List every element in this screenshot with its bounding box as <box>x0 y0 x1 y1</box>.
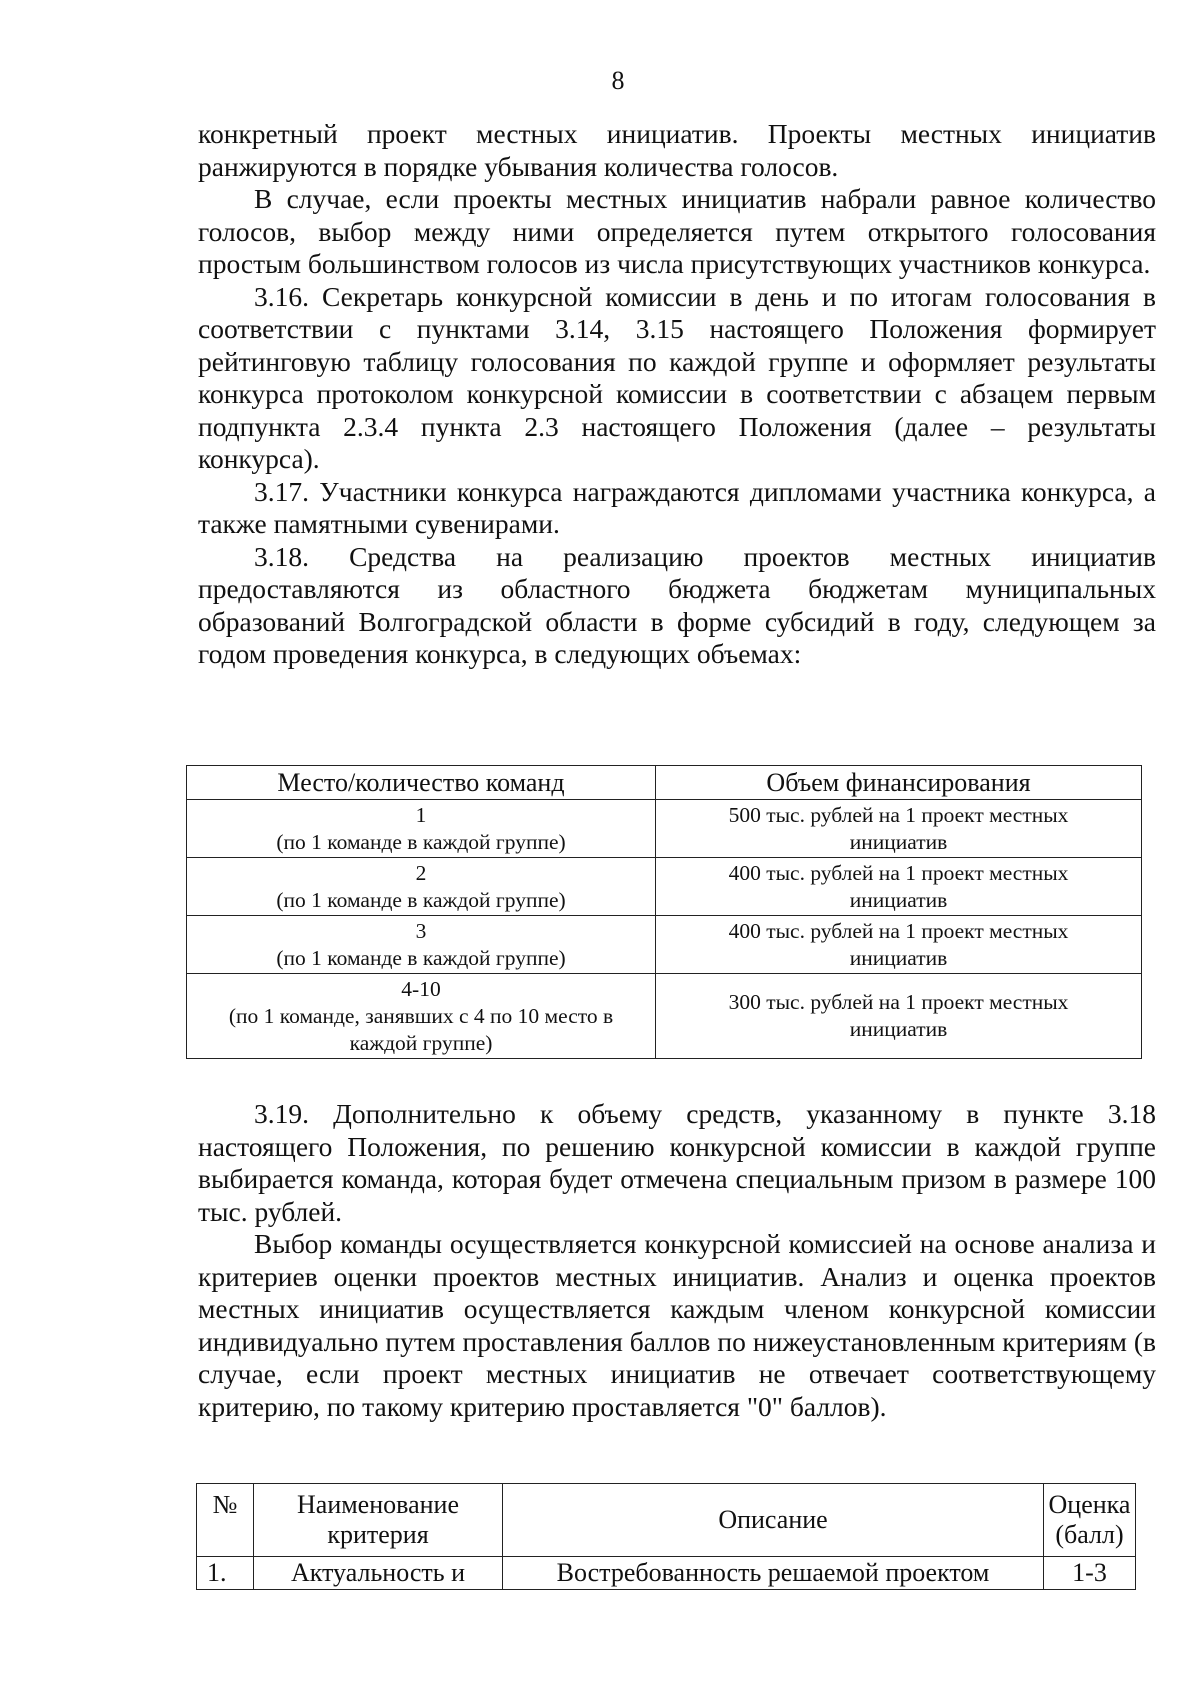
funding-table <box>186 765 1142 1059</box>
column-header-number: № <box>197 1484 254 1557</box>
place-cell <box>187 916 656 974</box>
column-header: Объем финансирования <box>656 766 1142 800</box>
amount-cell: 300 тыс. рублей на 1 проект местных инициатив <box>656 974 1142 1059</box>
paragraph-3-18: 3.18. Средства на реализацию проектов местных инициатив предоставляются из областного бюджета бюджетам муниципальных образований Волгоградской области в форме субсидий в году, следующем за годом проведения конкурса, в следующих объемах: <box>198 540 1156 669</box>
place-number: 4-10 <box>401 976 441 1001</box>
table-row <box>197 1557 1136 1590</box>
paragraph-3-16: 3.16. Секретарь конкурсной комиссии в день и по итогам голосования в соответствии с пунктами 3.14, 3.15 настоящего Положения формирует рейтинговую таблицу голосования по каждой группе и оформляет результаты конкурса протоколом конкурсной комиссии в соответствии с абзацем первым подпункта 2.3.4 пункта 2.3 настоящего Положения (далее – результаты конкурса). <box>198 280 1156 474</box>
place-cell <box>187 974 656 1059</box>
column-header: Наименование критерия <box>254 1484 503 1557</box>
table-header-row <box>197 1484 1136 1557</box>
body-text-top <box>198 118 1156 671</box>
criterion-name: Актуальность и <box>254 1557 503 1590</box>
amount-cell: 400 тыс. рублей на 1 проект местных инициатив <box>656 858 1142 916</box>
paragraph-3-19: 3.19. Дополнительно к объему средств, указанному в пункте 3.18 настоящего Положения, по решению конкурсной комиссии в каждой группе выбирается команда, которая будет отмечена специальным призом в размере 100 тыс. рублей. <box>198 1098 1156 1227</box>
place-number: 3 <box>415 918 427 943</box>
body-text-bottom <box>198 1098 1156 1423</box>
teams-note: (по 1 команде в каждой группе) <box>276 887 566 912</box>
criterion-description: Востребованность решаемой проектом <box>503 1557 1044 1590</box>
table-header-row <box>187 766 1142 800</box>
paragraph: конкретный проект местных инициатив. Проекты местных инициатив ранжируются в порядке убывания количества голосов. <box>198 118 1156 182</box>
amount-cell: 500 тыс. рублей на 1 проект местных инициатив <box>656 800 1142 858</box>
paragraph-3-17: 3.17. Участники конкурса награждаются дипломами участника конкурса, а также памятными сувенирами. <box>198 475 1156 539</box>
criteria-table <box>196 1483 1136 1590</box>
column-header: Место/количество команд <box>187 766 656 800</box>
teams-note: (по 1 команде в каждой группе) <box>276 945 566 970</box>
page-number: 8 <box>611 66 625 95</box>
place-number: 2 <box>415 860 427 885</box>
teams-note: (по 1 команде в каждой группе) <box>276 829 566 854</box>
table-row <box>187 974 1142 1059</box>
criterion-score: 1-3 <box>1044 1557 1136 1590</box>
paragraph: В случае, если проекты местных инициатив набрали равное количество голосов, выбор между ними определяется путем открытого голосования простым большинством голосов из числа присутствующих участников конкурса. <box>198 183 1156 279</box>
place-cell <box>187 800 656 858</box>
paragraph: Выбор команды осуществляется конкурсной комиссией на основе анализа и критериев оценки проектов местных инициатив. Анализ и оценка проектов местных инициатив осуществляется каждым членом конкурсной комиссии индивидуально путем проставления баллов по нижеустановленным критериям (в случае, если проект местных инициатив не отвечает соответствующему критерию, по такому критерию проставляется "0" баллов). <box>198 1228 1156 1422</box>
amount-cell: 400 тыс. рублей на 1 проект местных инициатив <box>656 916 1142 974</box>
column-header: Описание <box>503 1484 1044 1557</box>
column-header: Оценка (балл) <box>1044 1484 1136 1557</box>
table-row <box>187 800 1142 858</box>
table-row <box>187 858 1142 916</box>
place-cell <box>187 858 656 916</box>
teams-note: (по 1 команде, занявших с 4 по 10 место в каждой группе) <box>228 1003 614 1055</box>
place-number: 1 <box>415 802 427 827</box>
table-row <box>187 916 1142 974</box>
criterion-number: 1. <box>197 1557 254 1590</box>
